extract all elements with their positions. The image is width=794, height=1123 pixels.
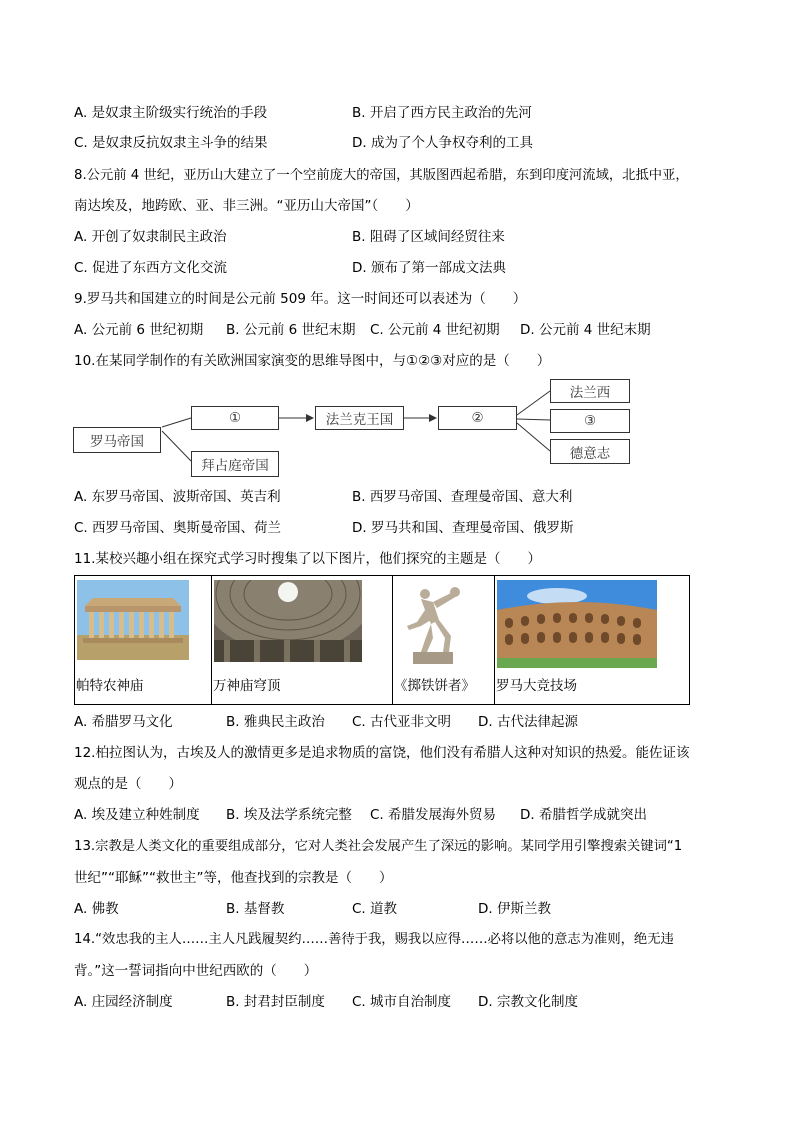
q12-option-c: C. 希腊发展海外贸易 [370,807,497,823]
node-germany: 德意志 [550,439,630,464]
caption-pantheon-dome: 万神庙穹顶 [213,678,281,694]
q9-option-c: C. 公元前 4 世纪初期 [370,322,500,338]
image-cell-discobolus [393,576,495,704]
q13-stem-line2: 世纪”“耶稣”“救世主”等，他查找到的宗教是（ ） [74,870,393,886]
q13-option-a: A. 佛教 [74,901,119,917]
q14-option-b: B. 封君封臣制度 [226,994,325,1010]
q13-option-d: D. 伊斯兰教 [478,901,551,917]
node-blank-1: ① [191,406,279,430]
q10-option-d: D. 罗马共和国、查理曼帝国、俄罗斯 [352,520,574,536]
q8-option-d: D. 颁布了第一部成文法典 [352,260,506,276]
q11-option-b: B. 雅典民主政治 [226,714,325,730]
q14-option-d: D. 宗教文化制度 [478,994,578,1010]
node-blank-2: ② [438,406,517,430]
q8-option-a: A. 开创了奴隶制民主政治 [74,229,227,245]
node-byzantine-empire: 拜占庭帝国 [191,451,279,477]
caption-discobolus: 《掷铁饼者》 [394,678,475,694]
q9-stem: 9.罗马共和国建立的时间是公元前 509 年。这一时间还可以表述为（ ） [74,291,527,307]
q8-stem-line1: 8.公元前 4 世纪，亚历山大建立了一个空前庞大的帝国，其版图西起希腊，东到印度河流域，北抵中亚， [74,168,689,183]
q13-option-b: B. 基督教 [226,901,285,917]
node-frankish-kingdom: 法兰克王国 [315,406,404,430]
q10-option-a: A. 东罗马帝国、波斯帝国、英吉利 [74,489,281,505]
q11-option-a: A. 希腊罗马文化 [74,714,173,730]
q8-option-c: C. 促进了东西方文化交流 [74,260,228,276]
node-france: 法兰西 [550,379,630,403]
q11-option-d: D. 古代法律起源 [478,714,578,730]
q12-option-d: D. 希腊哲学成就突出 [520,807,647,823]
image-cell-pantheon [212,576,393,704]
image-cell-parthenon [75,576,212,704]
q7-option-c: C. 是奴隶反抗奴隶主斗争的结果 [74,135,268,151]
q12-stem-line2: 观点的是（ ） [74,776,182,792]
node-roman-empire: 罗马帝国 [73,427,161,453]
node-blank-3: ③ [550,409,630,433]
parthenon-image [77,580,189,660]
q9-option-b: B. 公元前 6 世纪末期 [226,322,356,338]
image-table [74,575,690,705]
q11-option-c: C. 古代亚非文明 [352,714,452,730]
q14-stem-line2: 背。”这一誓词指向中世纪西欧的（ ） [74,963,318,979]
q8-option-b: B. 阻碍了区域间经贸往来 [352,229,505,245]
caption-colosseum: 罗马大竞技场 [496,678,577,694]
q8-stem-line2: 南达埃及，地跨欧、亚、非三洲。“亚历山大帝国”（ ） [74,198,419,214]
q14-stem-line1: 14.“效忠我的主人……主人凡践履契约……善待于我，赐我以应得……必将以他的意志为准则，绝无违 [74,932,674,947]
pantheon-dome-image [214,580,362,662]
q10-option-c: C. 西罗马帝国、奥斯曼帝国、荷兰 [74,520,282,536]
q13-option-c: C. 道教 [352,901,398,917]
q14-option-c: C. 城市自治制度 [352,994,452,1010]
q7-option-a: A. 是奴隶主阶级实行统治的手段 [74,105,268,121]
q7-option-b: B. 开启了西方民主政治的先河 [352,105,532,121]
image-cell-colosseum [495,576,689,704]
discobolus-image [395,580,465,666]
q10-stem: 10.在某同学制作的有关欧洲国家演变的思维导图中，与①②③对应的是（ ） [74,353,551,369]
q13-stem-line1: 13.宗教是人类文化的重要组成部分，它对人类社会发展产生了深远的影响。某同学用引擎搜索关键词“1 [74,839,683,854]
q12-stem-line1: 12.柏拉图认为，古埃及人的激情更多是追求物质的富饶，他们没有希腊人这种对知识的热爱。能佐证该 [74,745,690,761]
q12-option-b: B. 埃及法学系统完整 [226,807,352,823]
q9-option-d: D. 公元前 4 世纪末期 [520,322,651,338]
caption-parthenon: 帕特农神庙 [76,678,144,694]
mind-map-diagram [70,375,640,480]
colosseum-image [497,580,657,668]
q7-option-d: D. 成为了个人争权夺利的工具 [352,135,533,151]
q9-option-a: A. 公元前 6 世纪初期 [74,322,204,338]
q10-option-b: B. 西罗马帝国、查理曼帝国、意大利 [352,489,573,505]
q11-stem: 11.某校兴趣小组在探究式学习时搜集了以下图片，他们探究的主题是（ ） [74,551,541,567]
q14-option-a: A. 庄园经济制度 [74,994,173,1010]
q12-option-a: A. 埃及建立种姓制度 [74,807,200,823]
